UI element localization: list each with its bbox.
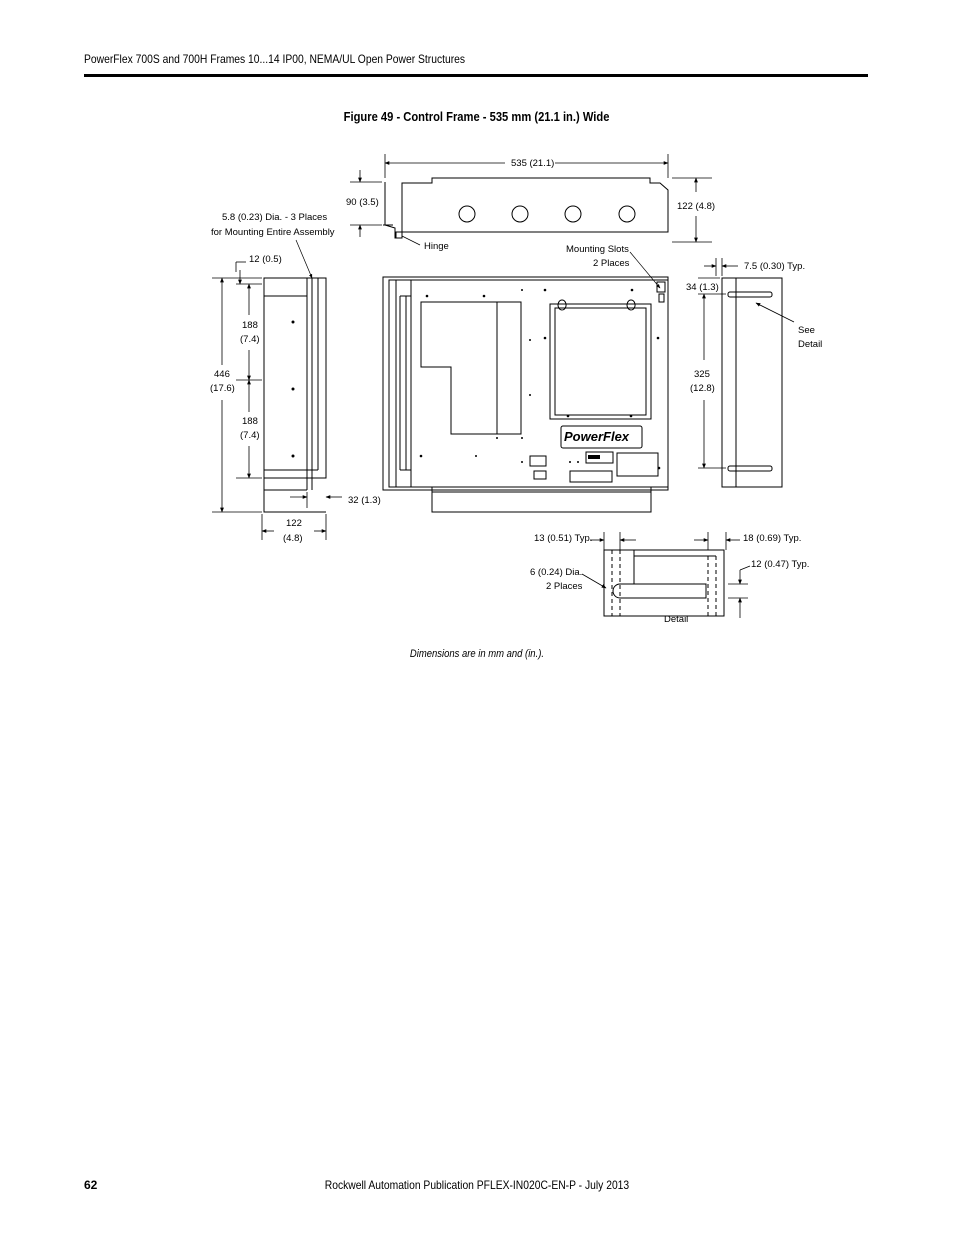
detail-view [604,550,724,616]
figure-caption: Figure 49 - Control Frame - 535 mm (21.1 in.) Wide [344,109,610,124]
label-mount-holes-2: for Mounting Entire Assembly [211,227,335,238]
page-number: 62 [84,1178,98,1192]
label-hinge: Hinge [424,241,449,252]
dim-6-b: 2 Places [546,581,583,592]
dim-12-typ: 12 (0.47) Typ. [751,559,810,570]
dim-188a-a: 188 [242,320,258,331]
dim-446-a: 446 [214,369,230,380]
dim-34: 34 (1.3) [686,282,719,293]
label-mount-slots-2: 2 Places [593,258,630,269]
label-detail: Detail [664,614,689,625]
dim-188a-b: (7.4) [240,334,260,345]
label-see-detail-2: Detail [798,339,823,350]
left-side-view [264,278,326,512]
dim-188b-b: (7.4) [240,430,260,441]
dim-32: 32 (1.3) [348,495,381,506]
dim-18: 18 (0.69) Typ. [743,533,802,544]
label-mount-holes-1: 5.8 (0.23) Dia. - 3 Places [222,212,328,223]
dim-122-top: 122 (4.8) [677,201,716,212]
dim-90: 90 (3.5) [346,197,379,208]
dim-325-b: (12.8) [690,383,715,394]
dim-12-left: 12 (0.5) [249,254,282,265]
label-see-detail-1: See [798,325,815,336]
dim-446-b: (17.6) [210,383,235,394]
dimension-note: Dimensions are in mm and (in.). [409,648,545,660]
publication-footer: Rockwell Automation Publication PFLEX-IN020C-EN-P - July 2013 [324,1178,630,1192]
running-header: PowerFlex 700S and 700H Frames 10...14 IP00, NEMA/UL Open Power Structures [84,52,466,66]
dim-535: 535 (21.1) [511,158,555,169]
dim-122-b: (4.8) [283,533,303,544]
right-side-view [722,278,782,487]
dim-7-5: 7.5 (0.30) Typ. [744,261,806,272]
dim-325-a: 325 [694,369,710,380]
label-mount-slots-1: Mounting Slots [566,244,629,255]
dim-13: 13 (0.51) Typ. [534,533,593,544]
top-view [383,178,668,238]
front-view [383,277,668,512]
powerflex-logo: PowerFlex [564,429,630,444]
dim-188b-a: 188 [242,416,258,427]
dim-6-a: 6 (0.24) Dia. [530,567,583,578]
dim-122-a: 122 [286,518,302,529]
